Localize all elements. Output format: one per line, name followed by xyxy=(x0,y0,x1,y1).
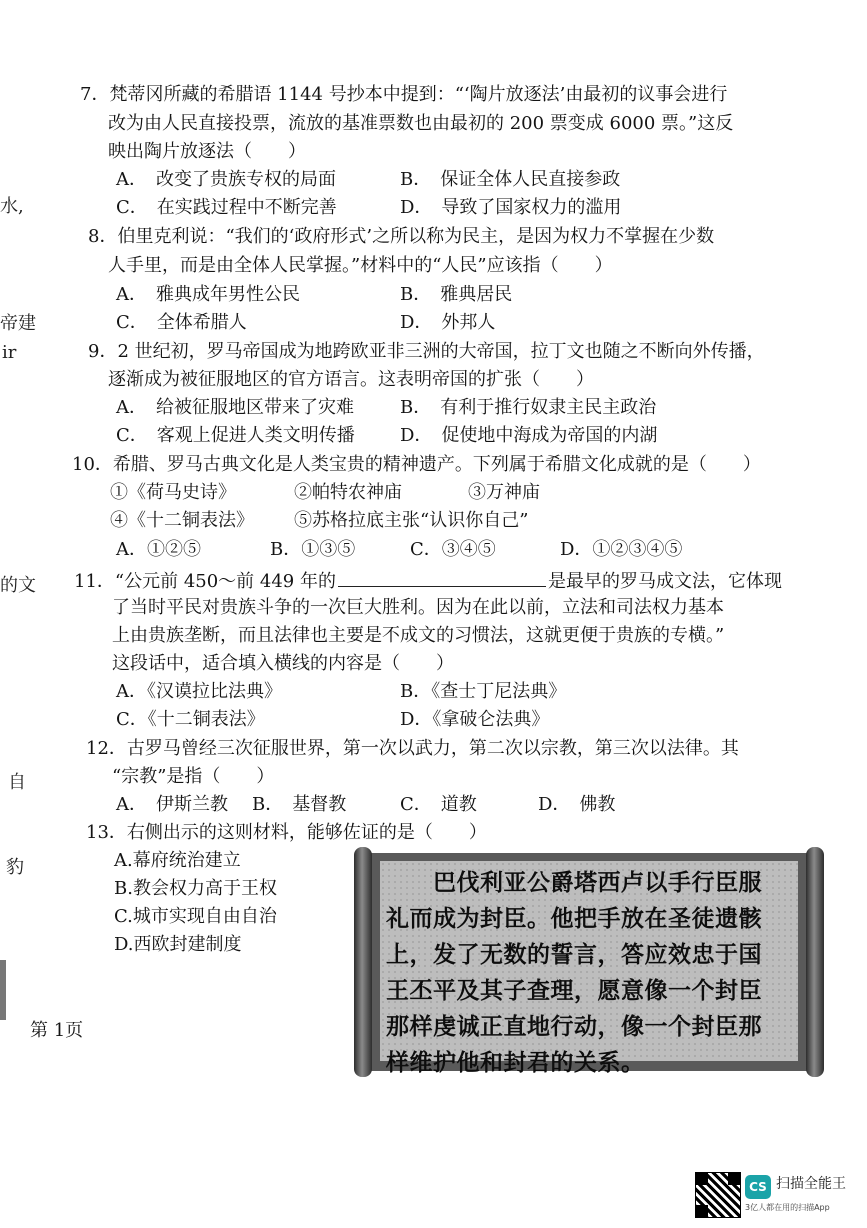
option-c: C.城市实现自由自治 xyxy=(114,906,277,927)
question-text: 上由贵族垄断，而且法律也主要是不成文的习惯法，这就更便于贵族的专横。” xyxy=(112,625,725,646)
option-a: A．《汉谟拉比法典》 xyxy=(116,681,282,702)
question-text: 人手里，而是由全体人民掌握。”材料中的“人民”应该指（ ） xyxy=(108,255,613,276)
camscanner-logo: CS xyxy=(745,1175,771,1199)
app-tagline: 3亿人都在用的扫描App xyxy=(745,1203,830,1212)
scroll-roller-left xyxy=(354,847,372,1077)
option-a: A． 雅典成年男性公民 xyxy=(116,284,300,305)
option-d: D.西欧封建制度 xyxy=(114,934,242,955)
fill-blank xyxy=(338,568,546,587)
question-text: 10．希腊、罗马古典文化是人类宝贵的精神遗产。下列属于希腊文化成就的是（ ） xyxy=(72,454,761,475)
question-text: 7．梵蒂冈所藏的希腊语 1144 号抄本中提到：“‘陶片放逐法’由最初的议事会进行 xyxy=(80,84,728,105)
option-c: C．《十二铜表法》 xyxy=(116,709,265,730)
option-c: C．③④⑤ xyxy=(410,539,496,560)
question-text: 了当时平民对贵族斗争的一次巨大胜利。因为在此以前，立法和司法权力基本 xyxy=(112,597,724,618)
option-b: B． 雅典居民 xyxy=(400,284,513,305)
margin-fragment: 水, xyxy=(0,196,24,217)
page-number: 第 1页 xyxy=(30,1020,84,1041)
question-text: 12．古罗马曾经三次征服世界，第一次以武力，第二次以宗教，第三次以法律。其 xyxy=(86,738,739,759)
statement-item: ②帕特农神庙 xyxy=(294,482,402,503)
option-b: B．①③⑤ xyxy=(270,539,356,560)
option-c: C． 在实践过程中不断完善 xyxy=(116,197,337,218)
scroll-text: 巴伐利亚公爵塔西卢以手行臣服 礼而成为封臣。他把手放在圣徒遗骸 上，发了无数的誓言，答应效忠于国 王丕平及其子查理，愿意像一个封臣 那样虔诚正直地行动，像一个封臣那 样维护他和封君的关系。 xyxy=(386,870,762,1076)
option-a: A．①②⑤ xyxy=(116,539,201,560)
margin-fragment: 的文 xyxy=(0,575,36,596)
question-text: 改为由人民直接投票，流放的基准票数也由最初的 200 票变成 6000 票。”这反 xyxy=(108,113,734,134)
historical-scroll-image xyxy=(358,853,820,1076)
question-text: 13．右侧出示的这则材料，能够佐证的是（ ） xyxy=(86,822,487,843)
option-d: D． 导致了国家权力的滥用 xyxy=(400,197,622,218)
statement-item: ⑤苏格拉底主张“认识你自己” xyxy=(294,510,529,531)
qr-code-icon xyxy=(695,1172,741,1218)
statement-item: ④《十二铜表法》 xyxy=(110,510,254,531)
question-text xyxy=(74,568,782,593)
question-text: 映出陶片放逐法（ ） xyxy=(108,141,306,162)
margin-fragment: 豹 xyxy=(6,857,24,878)
statement-item: ①《荷马史诗》 xyxy=(110,482,236,503)
question-text-part: 11．“公元前 450～前 449 年的 xyxy=(74,571,336,592)
option-c: C． 全体希腊人 xyxy=(116,312,247,333)
scroll-paper xyxy=(380,861,798,1076)
option-d: D．《拿破仑法典》 xyxy=(400,709,550,730)
option-b: B． 基督教 xyxy=(252,794,347,815)
option-c: C． 道教 xyxy=(400,794,477,815)
option-a: A． 伊斯兰教 xyxy=(116,794,228,815)
margin-fragment: 帝建 xyxy=(0,313,36,334)
question-text: 逐渐成为被征服地区的官方语言。这表明帝国的扩张（ ） xyxy=(108,369,594,390)
question-text-part: 是最早的罗马成文法，它体现 xyxy=(547,571,782,592)
option-b: B.教会权力高于王权 xyxy=(114,878,277,899)
option-a: A． 改变了贵族专权的局面 xyxy=(116,169,336,190)
option-b: B．《查士丁尼法典》 xyxy=(400,681,567,702)
option-a: A.幕府统治建立 xyxy=(114,850,241,871)
question-text: 8．伯里克利说：“我们的‘政府形式’之所以称为民主，是因为权力不掌握在少数 xyxy=(88,226,715,247)
option-b: B． 保证全体人民直接参政 xyxy=(400,169,621,190)
question-text: “宗教”是指（ ） xyxy=(112,766,275,787)
option-d: D． 外邦人 xyxy=(400,312,496,333)
option-d: D． 促使地中海成为帝国的内湖 xyxy=(400,425,658,446)
option-d: D．①②③④⑤ xyxy=(560,539,683,560)
option-a: A． 给被征服地区带来了灾难 xyxy=(116,397,354,418)
scroll-roller-right xyxy=(806,847,824,1077)
app-name: 扫描全能王 xyxy=(776,1176,846,1192)
option-d: D． 佛教 xyxy=(538,794,616,815)
margin-fragment: ir xyxy=(2,342,17,363)
question-text: 这段话中，适合填入横线的内容是（ ） xyxy=(112,653,454,674)
margin-fragment: 自 xyxy=(8,772,26,793)
option-c: C． 客观上促进人类文明传播 xyxy=(116,425,355,446)
question-text: 9．2 世纪初，罗马帝国成为地跨欧亚非三洲的大帝国，拉丁文也随之不断向外传播， xyxy=(88,341,765,362)
statement-item: ③万神庙 xyxy=(468,482,540,503)
scan-edge-mark xyxy=(0,960,6,1020)
option-b: B． 有利于推行奴隶主民主政治 xyxy=(400,397,657,418)
